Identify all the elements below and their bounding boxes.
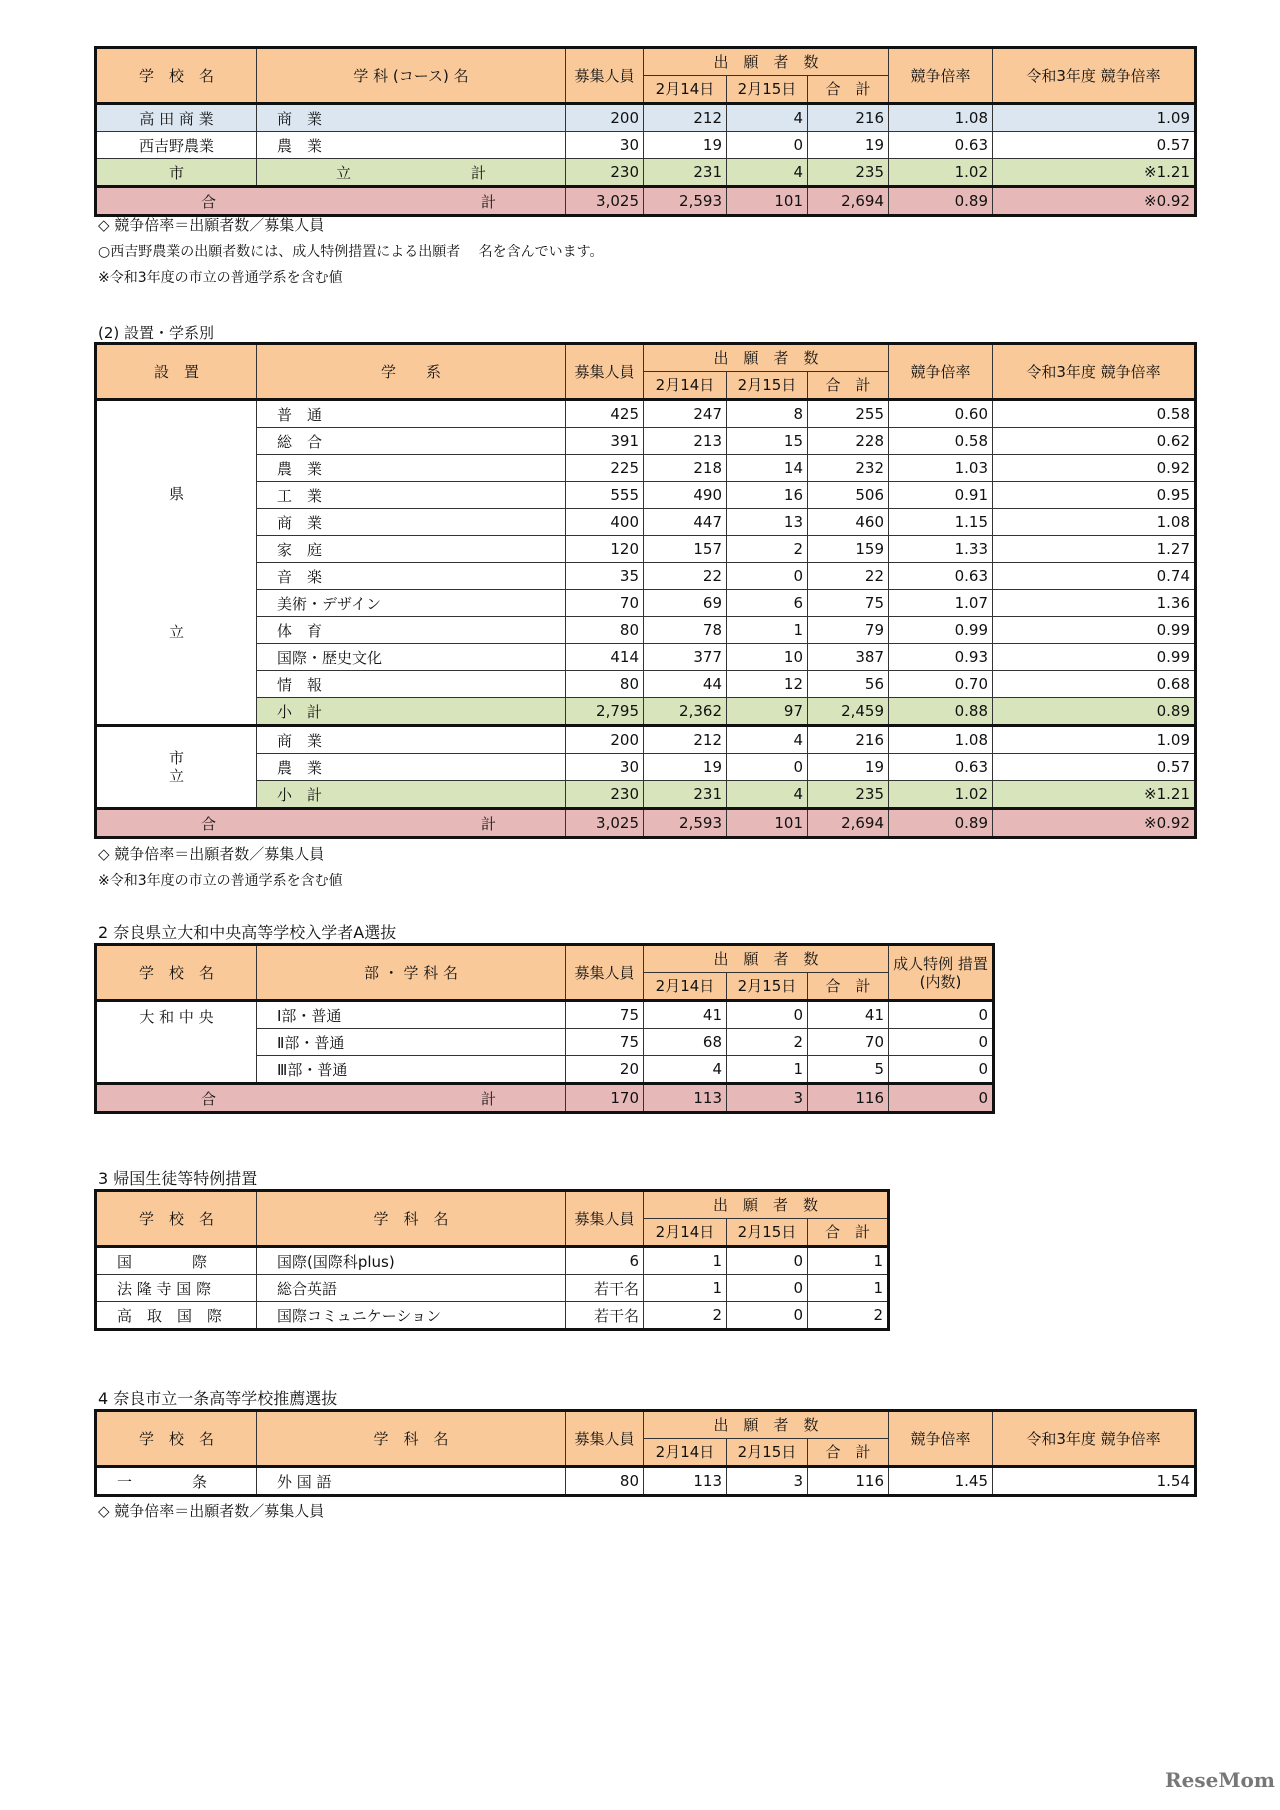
table-row xyxy=(96,400,1196,428)
cell: 市 xyxy=(96,159,257,187)
header-sum: 合 計 xyxy=(808,1439,889,1467)
header-gakkei: 学 系 xyxy=(257,344,566,400)
note: ※令和3年度の市立の普通学系を含む値 xyxy=(98,873,343,889)
cell: 国際・歴史文化 xyxy=(257,644,566,671)
header-prev-ratio: 令和3年度 競争倍率 xyxy=(993,1411,1196,1467)
cell: 447 xyxy=(644,509,727,536)
header-feb15: 2月15日 xyxy=(727,973,808,1001)
header-sum: 合 計 xyxy=(808,76,889,104)
section-title: 4 奈良市立一条高等学校推薦選抜 xyxy=(98,1389,338,1408)
cell: 116 xyxy=(808,1084,889,1113)
cell: 30 xyxy=(566,754,644,781)
header-capacity: 募集人員 xyxy=(566,1411,644,1467)
cell: 425 xyxy=(566,400,644,428)
cell: 212 xyxy=(644,726,727,754)
cell: 19 xyxy=(644,132,727,159)
cell: 法 隆 寺 国 際 xyxy=(96,1275,257,1302)
cell: 70 xyxy=(808,1029,889,1056)
header-capacity: 募集人員 xyxy=(566,48,644,104)
yamato-chuo-table xyxy=(94,943,995,1114)
ichijo-table xyxy=(94,1409,1197,1497)
cell: ※1.21 xyxy=(993,159,1196,187)
cell: 美術・デザイン xyxy=(257,590,566,617)
cell: 5 xyxy=(808,1056,889,1084)
city-school-table xyxy=(94,46,1197,217)
cell: 0.99 xyxy=(993,617,1196,644)
cell: 国際コミュニケーション xyxy=(257,1302,566,1330)
cell: 0 xyxy=(727,1275,808,1302)
cell: 1.33 xyxy=(889,536,993,563)
cell: 159 xyxy=(808,536,889,563)
cell: 4 xyxy=(727,104,808,132)
cell: 1.45 xyxy=(889,1467,993,1496)
cell: 75 xyxy=(808,590,889,617)
cell: 国際(国際科plus) xyxy=(257,1247,566,1275)
cell: 16 xyxy=(727,482,808,509)
cell: ※1.21 xyxy=(993,781,1196,809)
cell: 0 xyxy=(889,1029,994,1056)
cell: 0.95 xyxy=(993,482,1196,509)
cell: 0.89 xyxy=(889,809,993,838)
table-row xyxy=(96,1275,889,1302)
setchi-prefectural xyxy=(96,400,257,726)
note: ◇ 競争倍率＝出願者数／募集人員 xyxy=(98,216,325,234)
cell: 1.54 xyxy=(993,1467,1196,1496)
header-sum: 合 計 xyxy=(808,1219,889,1247)
cell: 情 報 xyxy=(257,671,566,698)
cell: 2,459 xyxy=(808,698,889,726)
section-title: (2) 設置・学系別 xyxy=(98,324,215,342)
cell: 農 業 xyxy=(257,754,566,781)
header-school: 学 校 名 xyxy=(96,48,257,104)
cell: 1.02 xyxy=(889,159,993,187)
cell: Ⅰ部・普通 xyxy=(257,1001,566,1029)
cell: 70 xyxy=(566,590,644,617)
table-row xyxy=(96,1247,889,1275)
cell: 113 xyxy=(644,1084,727,1113)
cell: 農 業 xyxy=(257,455,566,482)
table-row xyxy=(96,509,1196,536)
cell: 商 業 xyxy=(257,509,566,536)
cell: 506 xyxy=(808,482,889,509)
label: 計 xyxy=(480,1089,496,1108)
cell: ※0.92 xyxy=(993,187,1196,216)
cell: 13 xyxy=(727,509,808,536)
cell: 高 取 国 際 xyxy=(96,1302,257,1330)
cell: 247 xyxy=(644,400,727,428)
header-feb14: 2月14日 xyxy=(644,372,727,400)
header-school: 学 校 名 xyxy=(96,945,257,1001)
cell: 1.03 xyxy=(889,455,993,482)
cell: 3 xyxy=(727,1467,808,1496)
cell: 1 xyxy=(727,1056,808,1084)
note: ◇ 競争倍率＝出願者数／募集人員 xyxy=(98,1502,325,1520)
header-bu: 部 ・ 学 科 名 xyxy=(257,945,566,1001)
cell: 22 xyxy=(808,563,889,590)
table-row xyxy=(96,726,1196,754)
header-sum: 合 計 xyxy=(808,372,889,400)
table-row xyxy=(96,617,1196,644)
header-feb14: 2月14日 xyxy=(644,1219,727,1247)
cell: 212 xyxy=(644,104,727,132)
cell: 4 xyxy=(644,1056,727,1084)
cell: 68 xyxy=(644,1029,727,1056)
cell: 1.27 xyxy=(993,536,1196,563)
cell: 157 xyxy=(644,536,727,563)
cell: 総合英語 xyxy=(257,1275,566,1302)
cell: 80 xyxy=(566,1467,644,1496)
cell: 商 業 xyxy=(257,726,566,754)
header-capacity: 募集人員 xyxy=(566,1191,644,1247)
cell: 0.70 xyxy=(889,671,993,698)
cell: 0.60 xyxy=(889,400,993,428)
table-row xyxy=(96,590,1196,617)
cell: 1.08 xyxy=(889,104,993,132)
cell: Ⅱ部・普通 xyxy=(257,1029,566,1056)
cell: 4 xyxy=(727,781,808,809)
table-row xyxy=(96,644,1196,671)
cell: 414 xyxy=(566,644,644,671)
cell: 218 xyxy=(644,455,727,482)
label: 市 立 xyxy=(169,749,185,785)
label: 合 xyxy=(200,192,216,211)
header-feb15: 2月15日 xyxy=(727,76,808,104)
label: 計 xyxy=(471,163,487,182)
cell: 200 xyxy=(566,104,644,132)
header-ratio: 競争倍率 xyxy=(889,344,993,400)
cell: 1 xyxy=(727,617,808,644)
cell: 1.36 xyxy=(993,590,1196,617)
cell: 普 通 xyxy=(257,400,566,428)
header-prev-ratio: 令和3年度 競争倍率 xyxy=(993,48,1196,104)
header-feb14: 2月14日 xyxy=(644,1439,727,1467)
cell: 56 xyxy=(808,671,889,698)
cell: 家 庭 xyxy=(257,536,566,563)
cell: 387 xyxy=(808,644,889,671)
cell: 30 xyxy=(566,132,644,159)
table-row xyxy=(96,104,1196,132)
cell: 216 xyxy=(808,726,889,754)
header-prev-ratio: 令和3年度 競争倍率 xyxy=(993,344,1196,400)
cell: 0.88 xyxy=(889,698,993,726)
table-row xyxy=(96,1302,889,1330)
cell: 0.99 xyxy=(889,617,993,644)
note: ※令和3年度の市立の普通学系を含む値 xyxy=(98,270,343,286)
cell: 0.63 xyxy=(889,754,993,781)
city-subtotal-row xyxy=(96,159,1196,187)
cell: 230 xyxy=(566,781,644,809)
cell: 2 xyxy=(808,1302,889,1330)
cell: 19 xyxy=(808,132,889,159)
table-row xyxy=(96,563,1196,590)
cell xyxy=(257,159,566,187)
header-feb15: 2月15日 xyxy=(727,1439,808,1467)
cell: 若干名 xyxy=(566,1275,644,1302)
cell: 0.63 xyxy=(889,563,993,590)
cell: 14 xyxy=(727,455,808,482)
cell: 8 xyxy=(727,400,808,428)
header-ratio: 競争倍率 xyxy=(889,1411,993,1467)
cell: 19 xyxy=(808,754,889,781)
cell: 0.62 xyxy=(993,428,1196,455)
cell: 10 xyxy=(727,644,808,671)
cell: 0 xyxy=(727,754,808,781)
cell: 0 xyxy=(727,132,808,159)
cell: 0.93 xyxy=(889,644,993,671)
header-school: 学 校 名 xyxy=(96,1191,257,1247)
note: ○西吉野農業の出願者数には、成人特例措置による出願者 名を含んでいます。 xyxy=(98,244,604,260)
cell: 230 xyxy=(566,159,644,187)
cell: 101 xyxy=(727,187,808,216)
cell: 1 xyxy=(808,1275,889,1302)
header-sum: 合 計 xyxy=(808,973,889,1001)
cell: 170 xyxy=(566,1084,644,1113)
header-feb15: 2月15日 xyxy=(727,372,808,400)
cell: 総 合 xyxy=(257,428,566,455)
cell: 0.92 xyxy=(993,455,1196,482)
header-school: 学 校 名 xyxy=(96,1411,257,1467)
table-row xyxy=(96,455,1196,482)
header-feb15: 2月15日 xyxy=(727,1219,808,1247)
cell: 35 xyxy=(566,563,644,590)
cell: 0.89 xyxy=(889,187,993,216)
cell: 80 xyxy=(566,671,644,698)
header-course: 学 科 (コース) 名 xyxy=(257,48,566,104)
cell: 農 業 xyxy=(257,132,566,159)
cell xyxy=(96,187,566,216)
header-setchi: 設 置 xyxy=(96,344,257,400)
label: 合 xyxy=(200,814,216,833)
cell: 75 xyxy=(566,1029,644,1056)
cell: 1 xyxy=(644,1275,727,1302)
cell: 225 xyxy=(566,455,644,482)
cell: 0 xyxy=(727,1247,808,1275)
cell xyxy=(96,1084,566,1113)
label: 立 xyxy=(168,622,184,641)
cell: 0.57 xyxy=(993,132,1196,159)
cell: 0 xyxy=(889,1056,994,1084)
cell: 4 xyxy=(727,159,808,187)
cell: 216 xyxy=(808,104,889,132)
table-row xyxy=(96,482,1196,509)
cell: 400 xyxy=(566,509,644,536)
cell: 3,025 xyxy=(566,809,644,838)
cell: 15 xyxy=(727,428,808,455)
cell: 2 xyxy=(644,1302,727,1330)
cell: 0 xyxy=(727,1001,808,1029)
cell: 116 xyxy=(808,1467,889,1496)
subtotal-row xyxy=(96,781,1196,809)
cell: 255 xyxy=(808,400,889,428)
cell: Ⅲ部・普通 xyxy=(257,1056,566,1084)
table-row xyxy=(96,536,1196,563)
table-row xyxy=(96,754,1196,781)
table-row xyxy=(96,132,1196,159)
cell xyxy=(96,809,566,838)
cell: 377 xyxy=(644,644,727,671)
cell: 120 xyxy=(566,536,644,563)
header-applicants: 出 願 者 数 xyxy=(644,1411,889,1439)
header-adult: 成人特例 措置(内数) xyxy=(889,945,994,1001)
cell: 97 xyxy=(727,698,808,726)
setchi-city xyxy=(96,726,257,809)
cell: 2,795 xyxy=(566,698,644,726)
section-title: 2 奈良県立大和中央高等学校入学者A選抜 xyxy=(98,923,397,942)
cell: 西吉野農業 xyxy=(96,132,257,159)
cell: 0.91 xyxy=(889,482,993,509)
cell: 235 xyxy=(808,781,889,809)
table-row xyxy=(96,1467,1196,1496)
table-row xyxy=(96,428,1196,455)
cell: 1.15 xyxy=(889,509,993,536)
note: ◇ 競争倍率＝出願者数／募集人員 xyxy=(98,845,325,863)
cell: 大 和 中 央 xyxy=(96,1001,257,1084)
header-feb14: 2月14日 xyxy=(644,973,727,1001)
cell: 0.57 xyxy=(993,754,1196,781)
header-applicants: 出 願 者 数 xyxy=(644,48,889,76)
label: 合 xyxy=(200,1089,216,1108)
label: 計 xyxy=(480,192,496,211)
cell: 200 xyxy=(566,726,644,754)
header-capacity: 募集人員 xyxy=(566,945,644,1001)
cell: 0.58 xyxy=(993,400,1196,428)
cell: 228 xyxy=(808,428,889,455)
cell: 2 xyxy=(727,536,808,563)
header-ratio: 競争倍率 xyxy=(889,48,993,104)
cell: 体 育 xyxy=(257,617,566,644)
cell: 80 xyxy=(566,617,644,644)
returnee-table xyxy=(94,1189,890,1331)
cell: 1.02 xyxy=(889,781,993,809)
cell: 231 xyxy=(644,781,727,809)
cell: 75 xyxy=(566,1001,644,1029)
cell: 1.09 xyxy=(993,726,1196,754)
cell: 0.74 xyxy=(993,563,1196,590)
cell: 41 xyxy=(808,1001,889,1029)
total-row xyxy=(96,1084,994,1113)
cell: 6 xyxy=(566,1247,644,1275)
cell: 12 xyxy=(727,671,808,698)
cell: 1.09 xyxy=(993,104,1196,132)
header-gakka: 学 科 名 xyxy=(257,1411,566,1467)
cell: 3,025 xyxy=(566,187,644,216)
cell: 1 xyxy=(644,1247,727,1275)
cell: 101 xyxy=(727,809,808,838)
cell: 小 計 xyxy=(257,698,566,726)
cell: 2,362 xyxy=(644,698,727,726)
cell: 0.89 xyxy=(993,698,1196,726)
subtotal-row xyxy=(96,698,1196,726)
cell: 20 xyxy=(566,1056,644,1084)
cell: 1.07 xyxy=(889,590,993,617)
cell: 2 xyxy=(727,1029,808,1056)
table-row xyxy=(96,671,1196,698)
header-capacity: 募集人員 xyxy=(566,344,644,400)
label: 計 xyxy=(480,814,496,833)
cell: 78 xyxy=(644,617,727,644)
cell: 213 xyxy=(644,428,727,455)
cell: 0 xyxy=(727,563,808,590)
cell: 0.99 xyxy=(993,644,1196,671)
cell: 0 xyxy=(889,1084,994,1113)
header-applicants: 出 願 者 数 xyxy=(644,945,889,973)
cell: 391 xyxy=(566,428,644,455)
cell: 2,593 xyxy=(644,809,727,838)
section-title: 3 帰国生徒等特例措置 xyxy=(98,1169,258,1188)
cell: 国 際 xyxy=(96,1247,257,1275)
cell: 231 xyxy=(644,159,727,187)
table-row xyxy=(96,1001,994,1029)
header-applicants: 出 願 者 数 xyxy=(644,344,889,372)
cell: 22 xyxy=(644,563,727,590)
cell: 460 xyxy=(808,509,889,536)
cell: 高 田 商 業 xyxy=(96,104,257,132)
cell: 490 xyxy=(644,482,727,509)
header-applicants: 出 願 者 数 xyxy=(644,1191,889,1219)
resemom-logo: ReseMom xyxy=(1165,1768,1275,1792)
cell: 0 xyxy=(889,1001,994,1029)
cell: 4 xyxy=(727,726,808,754)
cell: 69 xyxy=(644,590,727,617)
cell: 若干名 xyxy=(566,1302,644,1330)
header-feb14: 2月14日 xyxy=(644,76,727,104)
total-row xyxy=(96,187,1196,216)
category-table xyxy=(94,342,1197,839)
cell: 79 xyxy=(808,617,889,644)
cell: 235 xyxy=(808,159,889,187)
cell: 232 xyxy=(808,455,889,482)
cell: 44 xyxy=(644,671,727,698)
cell: ※0.92 xyxy=(993,809,1196,838)
cell: 2,694 xyxy=(808,187,889,216)
cell: 2,593 xyxy=(644,187,727,216)
label: 立 xyxy=(335,163,351,182)
cell: 外 国 語 xyxy=(257,1467,566,1496)
cell: 0 xyxy=(727,1302,808,1330)
cell: 3 xyxy=(727,1084,808,1113)
cell: 113 xyxy=(644,1467,727,1496)
total-row xyxy=(96,809,1196,838)
cell: 2,694 xyxy=(808,809,889,838)
cell: 0.68 xyxy=(993,671,1196,698)
cell: 商 業 xyxy=(257,104,566,132)
label: 県 xyxy=(168,484,184,503)
cell: 一 条 xyxy=(96,1467,257,1496)
cell: 0.58 xyxy=(889,428,993,455)
cell: 1.08 xyxy=(889,726,993,754)
cell: 6 xyxy=(727,590,808,617)
cell: 工 業 xyxy=(257,482,566,509)
header-gakka: 学 科 名 xyxy=(257,1191,566,1247)
cell: 0.63 xyxy=(889,132,993,159)
cell: 19 xyxy=(644,754,727,781)
cell: 41 xyxy=(644,1001,727,1029)
cell: 小 計 xyxy=(257,781,566,809)
cell: 音 楽 xyxy=(257,563,566,590)
cell: 1.08 xyxy=(993,509,1196,536)
cell: 555 xyxy=(566,482,644,509)
cell: 1 xyxy=(808,1247,889,1275)
